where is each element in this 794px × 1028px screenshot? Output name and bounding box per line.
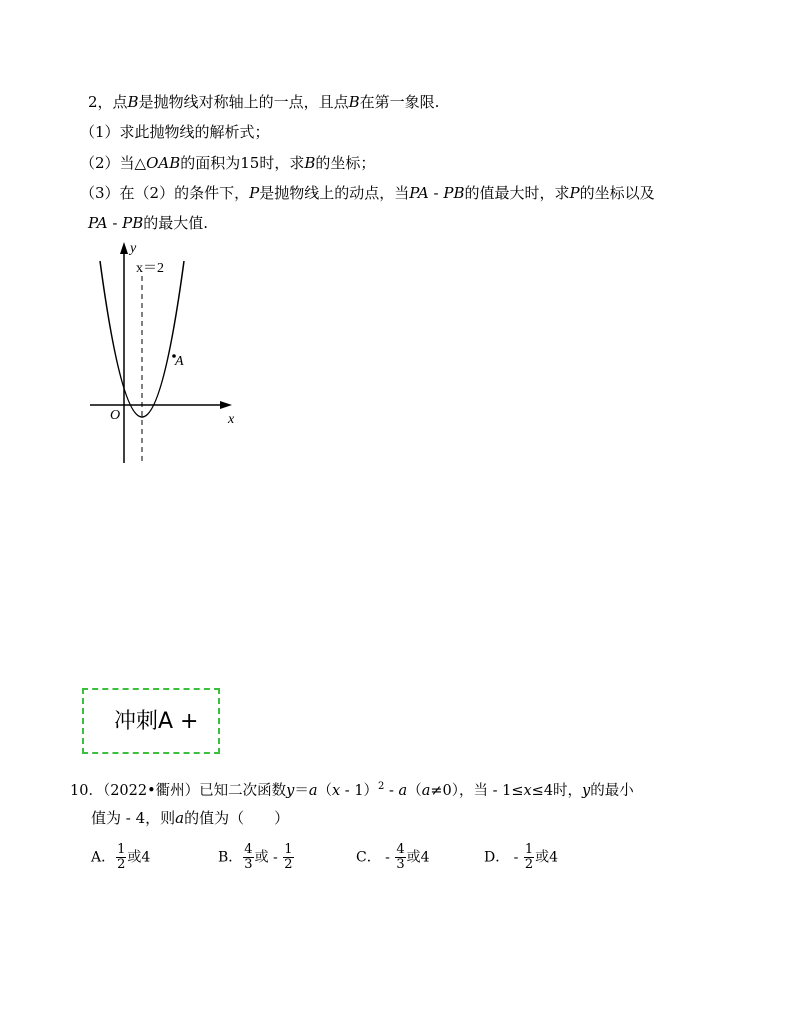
- text: 或4: [127, 849, 151, 866]
- var: x: [332, 782, 341, 799]
- var: y: [582, 782, 591, 799]
- text: 或4: [406, 849, 430, 866]
- var: a: [398, 782, 408, 799]
- var: x: [523, 782, 532, 799]
- choice-label: A．: [91, 849, 116, 866]
- var: B: [127, 93, 139, 111]
- sprint-badge: [82, 688, 220, 754]
- var: PB: [122, 214, 144, 232]
- y-label: y: [130, 241, 137, 256]
- var: a: [175, 809, 185, 827]
- denominator: 2: [117, 857, 126, 872]
- text: 的值最大时，求: [464, 184, 570, 202]
- text: -: [380, 849, 395, 866]
- problem9-question3: [80, 183, 655, 203]
- problem9-question3-cont: [88, 213, 208, 233]
- text: 的最大值.: [143, 214, 209, 232]
- denominator: 2: [524, 857, 534, 872]
- var: OAB: [146, 154, 181, 172]
- symmetry-label: x＝2: [136, 261, 164, 276]
- text: - 1）: [340, 782, 379, 799]
- fraction: [283, 843, 293, 872]
- numerator: 4: [244, 842, 253, 857]
- text: 的面积为15时，求: [180, 154, 305, 172]
- text: （3）在（2）的条件下，: [80, 184, 250, 202]
- choice-label: D．: [484, 849, 510, 866]
- problem9-line1: [88, 92, 439, 112]
- problem10-line2: [91, 808, 289, 828]
- var: PB: [443, 184, 465, 202]
- text: 的坐标以及: [579, 184, 655, 202]
- choice-d[interactable]: [484, 843, 558, 872]
- denominator: 3: [244, 857, 253, 872]
- choice-b[interactable]: [218, 843, 295, 872]
- denominator: 2: [284, 857, 293, 872]
- text: 或 -: [254, 849, 283, 866]
- text: ≠0），当 - 1≤: [430, 782, 524, 799]
- text: （: [317, 782, 333, 799]
- numerator: 1: [524, 842, 534, 857]
- text: ＝: [294, 782, 309, 799]
- var: PA: [88, 214, 108, 232]
- point-a-label: A: [175, 354, 184, 369]
- x-axis-arrow: [220, 401, 232, 409]
- text: 10．（2022•衢州）已知二次函数: [70, 782, 287, 799]
- text: 是抛物线上的动点，当: [259, 184, 410, 202]
- fraction: [243, 843, 253, 872]
- text: 的值为（ ）: [184, 809, 290, 827]
- var: PA: [409, 184, 429, 202]
- text: -: [107, 214, 123, 232]
- var: y: [286, 782, 295, 799]
- text: 值为 - 4，则: [91, 809, 176, 827]
- var: P: [249, 184, 260, 202]
- numerator: 4: [396, 842, 405, 857]
- numerator: 1: [117, 842, 126, 857]
- choice-label: B．: [218, 849, 243, 866]
- text: 或4: [535, 849, 559, 866]
- y-axis-arrow: [120, 242, 128, 254]
- denominator: 3: [396, 857, 405, 872]
- problem10-line1: [70, 777, 634, 801]
- fraction: [395, 843, 405, 872]
- badge-text: 冲刺A +: [114, 709, 199, 734]
- fraction: [116, 843, 126, 872]
- choice-c[interactable]: [356, 843, 430, 872]
- text: ≤4时，: [531, 782, 583, 799]
- choice-a[interactable]: [91, 843, 150, 872]
- text: （2）当△: [80, 154, 147, 172]
- problem9-question2: [80, 153, 375, 173]
- text: （: [407, 782, 422, 799]
- text: 的最小: [590, 782, 634, 799]
- fraction: [524, 843, 534, 872]
- x-label: x: [228, 412, 235, 427]
- numerator: 1: [284, 842, 293, 857]
- text: -: [384, 782, 399, 799]
- text: 2，点: [88, 93, 128, 111]
- parabola-figure: [85, 238, 250, 466]
- var: B: [304, 154, 316, 172]
- text: 在第一象限.: [359, 93, 440, 111]
- origin-label: O: [110, 408, 121, 423]
- exponent: 2: [378, 781, 385, 792]
- var: B: [348, 93, 360, 111]
- choice-label: C．: [356, 849, 381, 866]
- var: a: [308, 782, 318, 799]
- var: a: [421, 782, 431, 799]
- text: 的坐标；: [315, 154, 376, 172]
- var: P: [569, 184, 580, 202]
- text: 是抛物线对称轴上的一点，且点: [138, 93, 349, 111]
- text: -: [509, 849, 523, 866]
- text: -: [428, 184, 444, 202]
- problem9-question1: （1）求此抛物线的解析式；: [80, 123, 270, 141]
